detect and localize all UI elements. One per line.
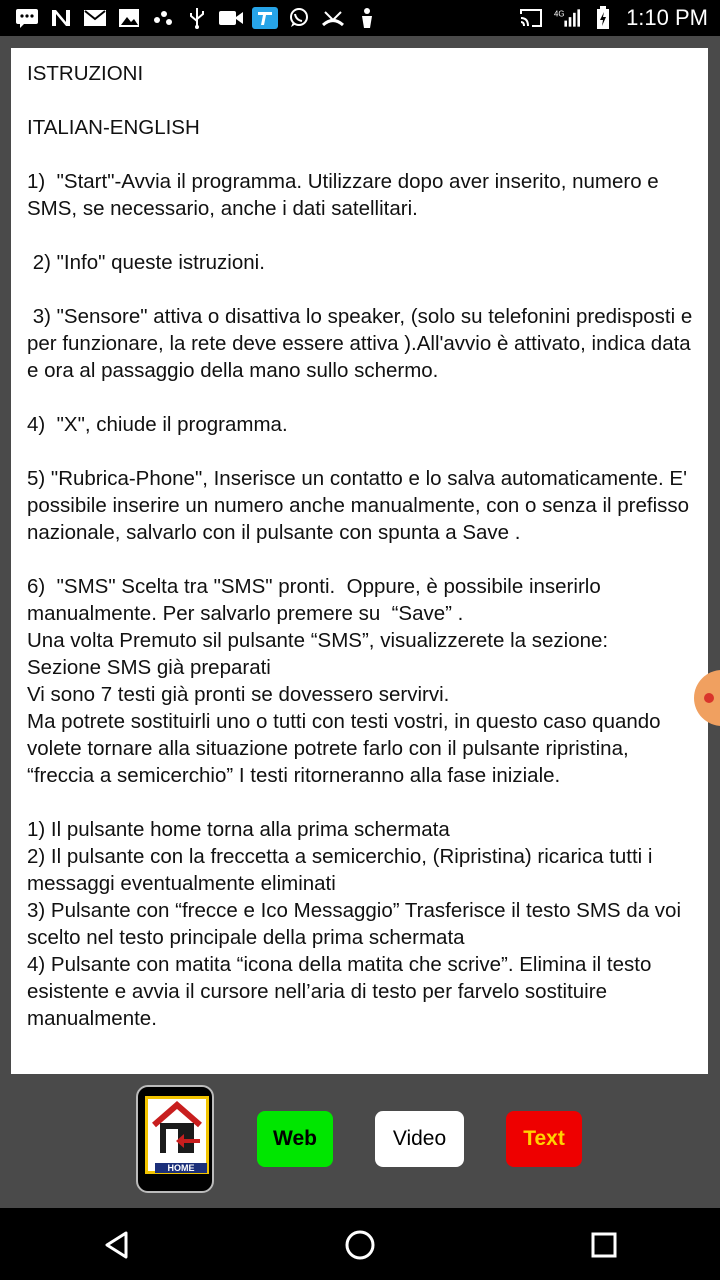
t-app-icon [252,7,278,29]
instruction-line: 6) "SMS" Scelta tra "SMS" pronti. Oppure, è possibile inserirlo manualmente. Per salvarlo premere su “Save” . [27,575,607,625]
n-app-icon [48,7,74,29]
status-bar [0,0,720,36]
instruction-line: 1) "Start"-Avvia il programma. Utilizzare dopo aver inserito, numero e SMS, se necessario, anche i dati satellitari. [27,170,665,220]
instruction-line: 5) "Rubrica-Phone", Inserisce un contatto e lo salva automaticamente. E' possibile inserire un numero anche manualmente, con o senza il prefisso nazionale, salvarlo con il pulsante con spunta a Save . [27,467,695,544]
instruction-line: Una volta Premuto sil pulsante “SMS”, visualizzerete la sezione: [27,629,609,652]
instruction-line: 2) "Info" queste istruzioni. [27,251,265,274]
instruction-line: 2) Il pulsante con la freccetta a semicerchio, (Ripristina) ricarica tutti i messaggi eventualmente eliminati [27,845,659,895]
blank-line [27,87,697,114]
blank-line [27,438,697,465]
cast-icon [518,7,544,29]
navigation-bar [0,1208,720,1280]
home-nav-icon[interactable] [343,1228,377,1262]
instruction-line: 4) "X", chiude il programma. [27,413,288,436]
instruction-line: Sezione SMS già preparati [27,656,271,679]
clock: 1:10 PM [626,5,708,30]
dots-icon [150,7,176,29]
missed-call-icon [320,7,346,29]
blank-line [27,789,697,816]
blank-line [27,276,697,303]
home-button[interactable] [136,1085,214,1193]
blank-line [27,222,697,249]
blank-line [27,546,697,573]
video-button[interactable]: Video [375,1111,464,1167]
gmail-icon [82,7,108,29]
instruction-line: Ma potrete sostituirli uno o tutti con testi vostri, in questo caso quando volete tornare alla situazione potrete farlo con il pulsante ripristina, “freccia a semicerchio” I testi ritorneranno alla fase iniziale. [27,710,667,787]
web-button[interactable]: Web [257,1111,333,1167]
recents-icon[interactable] [587,1228,621,1262]
instructions-panel[interactable] [11,48,708,1074]
instruction-line: 3) "Sensore" attiva o disattiva lo speaker, (solo su telefonini predisposti e per funzionare, la rete deve essere attiva ).All'avvio è attivato, indica data e ora al passaggio della mano sullo schermo. [27,305,698,382]
chat-icon [14,7,40,29]
whatsapp-icon [286,7,312,29]
back-icon[interactable] [100,1228,134,1262]
notification-icons [14,6,380,30]
instruction-line: 4) Pulsante con matita “icona della matita che scrive”. Elimina il testo esistente e avvia il cursore nell’aria di testo per farvelo sostituire manualmente. [27,953,658,1030]
instruction-line: ISTRUZIONI [27,62,144,85]
video-icon [218,7,244,29]
instruction-line: ITALIAN-ENGLISH [27,116,200,139]
instructions-text [27,60,697,1032]
system-status [518,6,708,30]
blank-line [27,384,697,411]
instruction-line: 1) Il pulsante home torna alla prima schermata [27,818,450,841]
battery-icon [590,7,616,29]
instruction-line: Vi sono 7 testi già pronti se dovessero servirvi. [27,683,450,706]
blank-line [27,141,697,168]
bottom-toolbar [0,1074,720,1208]
signal-icon [554,7,580,29]
text-button[interactable]: Text [506,1111,582,1167]
home-label: HOME [155,1163,207,1173]
usb-icon [184,7,210,29]
home-icon [145,1096,209,1174]
image-icon [116,7,142,29]
network-type-label: 4G [554,9,565,19]
person-icon [354,7,380,29]
instruction-line: 3) Pulsante con “frecce e Ico Messaggio” Trasferisce il testo SMS da voi scelto nel testo principale della prima schermata [27,899,687,949]
